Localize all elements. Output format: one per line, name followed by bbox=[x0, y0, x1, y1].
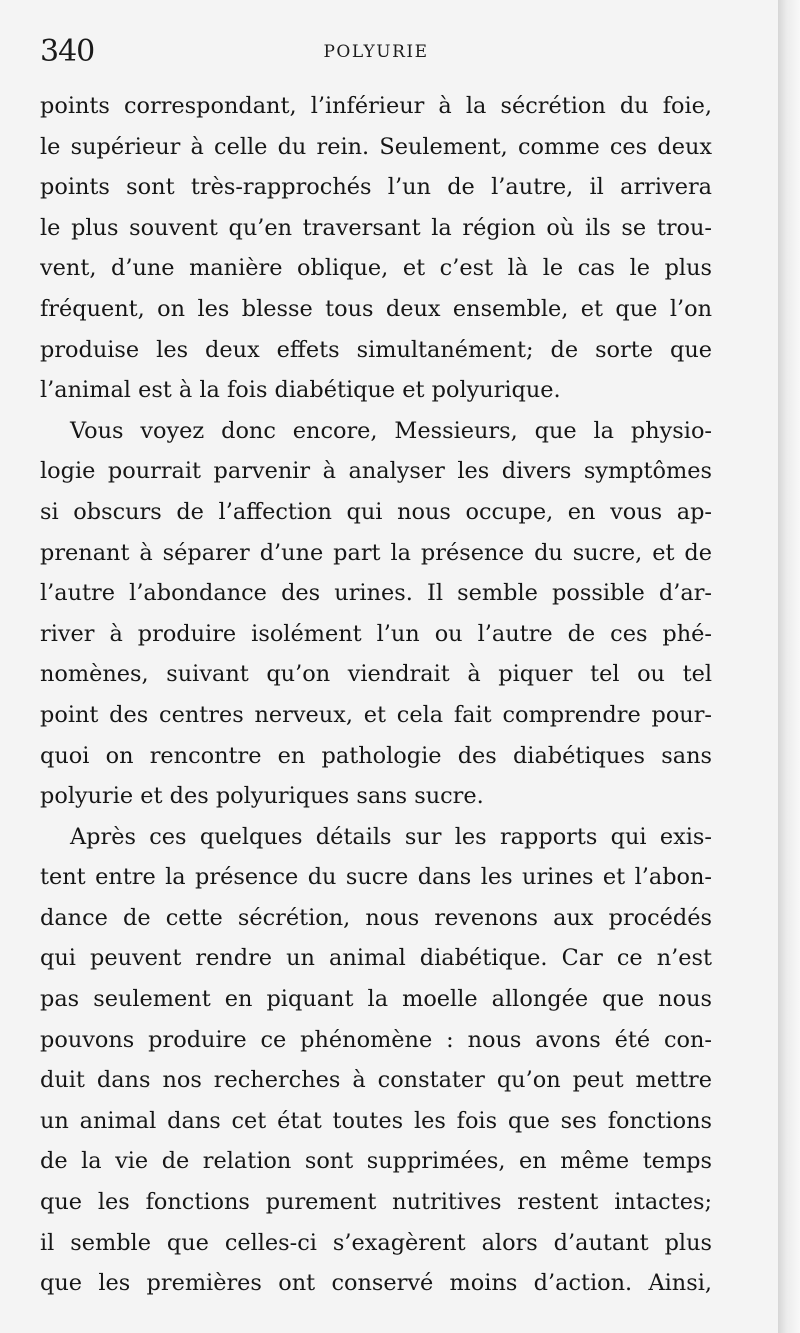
text-line: Vous voyez donc encore, Messieurs, que la physio- bbox=[70, 417, 712, 444]
text-line: vent, d’une manière oblique, et c’est là le cas le plus bbox=[40, 255, 712, 282]
text-line: Après ces quelques détails sur les rapports qui exis- bbox=[70, 823, 712, 850]
text-line: tent entre la présence du sucre dans les urines et l’abon- bbox=[40, 864, 712, 891]
text-line: que les premières ont conservé moins d’action. Ainsi, bbox=[40, 1270, 712, 1297]
text-line: produise les deux effets simultanément; de sorte que bbox=[40, 336, 712, 363]
text-line: point des centres nerveux, et cela fait comprendre pour- bbox=[40, 701, 712, 728]
page-number: 340 bbox=[40, 34, 95, 69]
text-line: fréquent, on les blesse tous deux ensemble, et que l’on bbox=[40, 295, 712, 322]
text-line: le supérieur à celle du rein. Seulement, comme ces deux bbox=[40, 133, 712, 160]
text-line: points sont très-rapprochés l’un de l’autre, il arrivera bbox=[40, 174, 712, 201]
text-line: le plus souvent qu’en traversant la région où ils se trou- bbox=[40, 214, 712, 241]
text-line: de la vie de relation sont supprimées, en même temps bbox=[40, 1148, 712, 1175]
text-line: si obscurs de l’affection qui nous occupe, en vous ap- bbox=[40, 498, 712, 525]
text-line: que les fonctions purement nutritives restent intactes; bbox=[40, 1189, 712, 1216]
text-line: un animal dans cet état toutes les fois que ses fonctions bbox=[40, 1107, 712, 1134]
text-line: prenant à séparer d’une part la présence du sucre, et de bbox=[40, 539, 712, 566]
text-line: l’autre l’abondance des urines. Il semble possible d’ar- bbox=[40, 580, 712, 607]
running-title: POLYURIE bbox=[323, 42, 429, 62]
text-line: il semble que celles-ci s’exagèrent alors d’autant plus bbox=[40, 1229, 712, 1256]
text-line: pouvons produire ce phénomène : nous avons été con- bbox=[40, 1026, 712, 1053]
text-line: nomènes, suivant qu’on viendrait à piquer tel ou tel bbox=[40, 661, 712, 688]
text-line: duit dans nos recherches à constater qu’on peut mettre bbox=[40, 1067, 712, 1094]
page-edge bbox=[778, 0, 800, 1333]
body-text bbox=[40, 86, 712, 1304]
text-line: polyurie et des polyuriques sans sucre. bbox=[40, 783, 484, 810]
text-line: logie pourrait parvenir à analyser les divers symptômes bbox=[40, 458, 712, 485]
text-line: dance de cette sécrétion, nous revenons aux procédés bbox=[40, 904, 712, 931]
text-line: river à produire isolément l’un ou l’autre de ces phé- bbox=[40, 620, 712, 647]
text-line: quoi on rencontre en pathologie des diabétiques sans bbox=[40, 742, 712, 769]
text-line: qui peuvent rendre un animal diabétique. Car ce n’est bbox=[40, 945, 712, 972]
text-line: pas seulement en piquant la moelle allongée que nous bbox=[40, 986, 712, 1013]
text-line: points correspondant, l’inférieur à la sécrétion du foie, bbox=[40, 93, 712, 119]
text-line: l’animal est à la fois diabétique et polyurique. bbox=[40, 377, 561, 404]
page-header bbox=[40, 30, 712, 70]
